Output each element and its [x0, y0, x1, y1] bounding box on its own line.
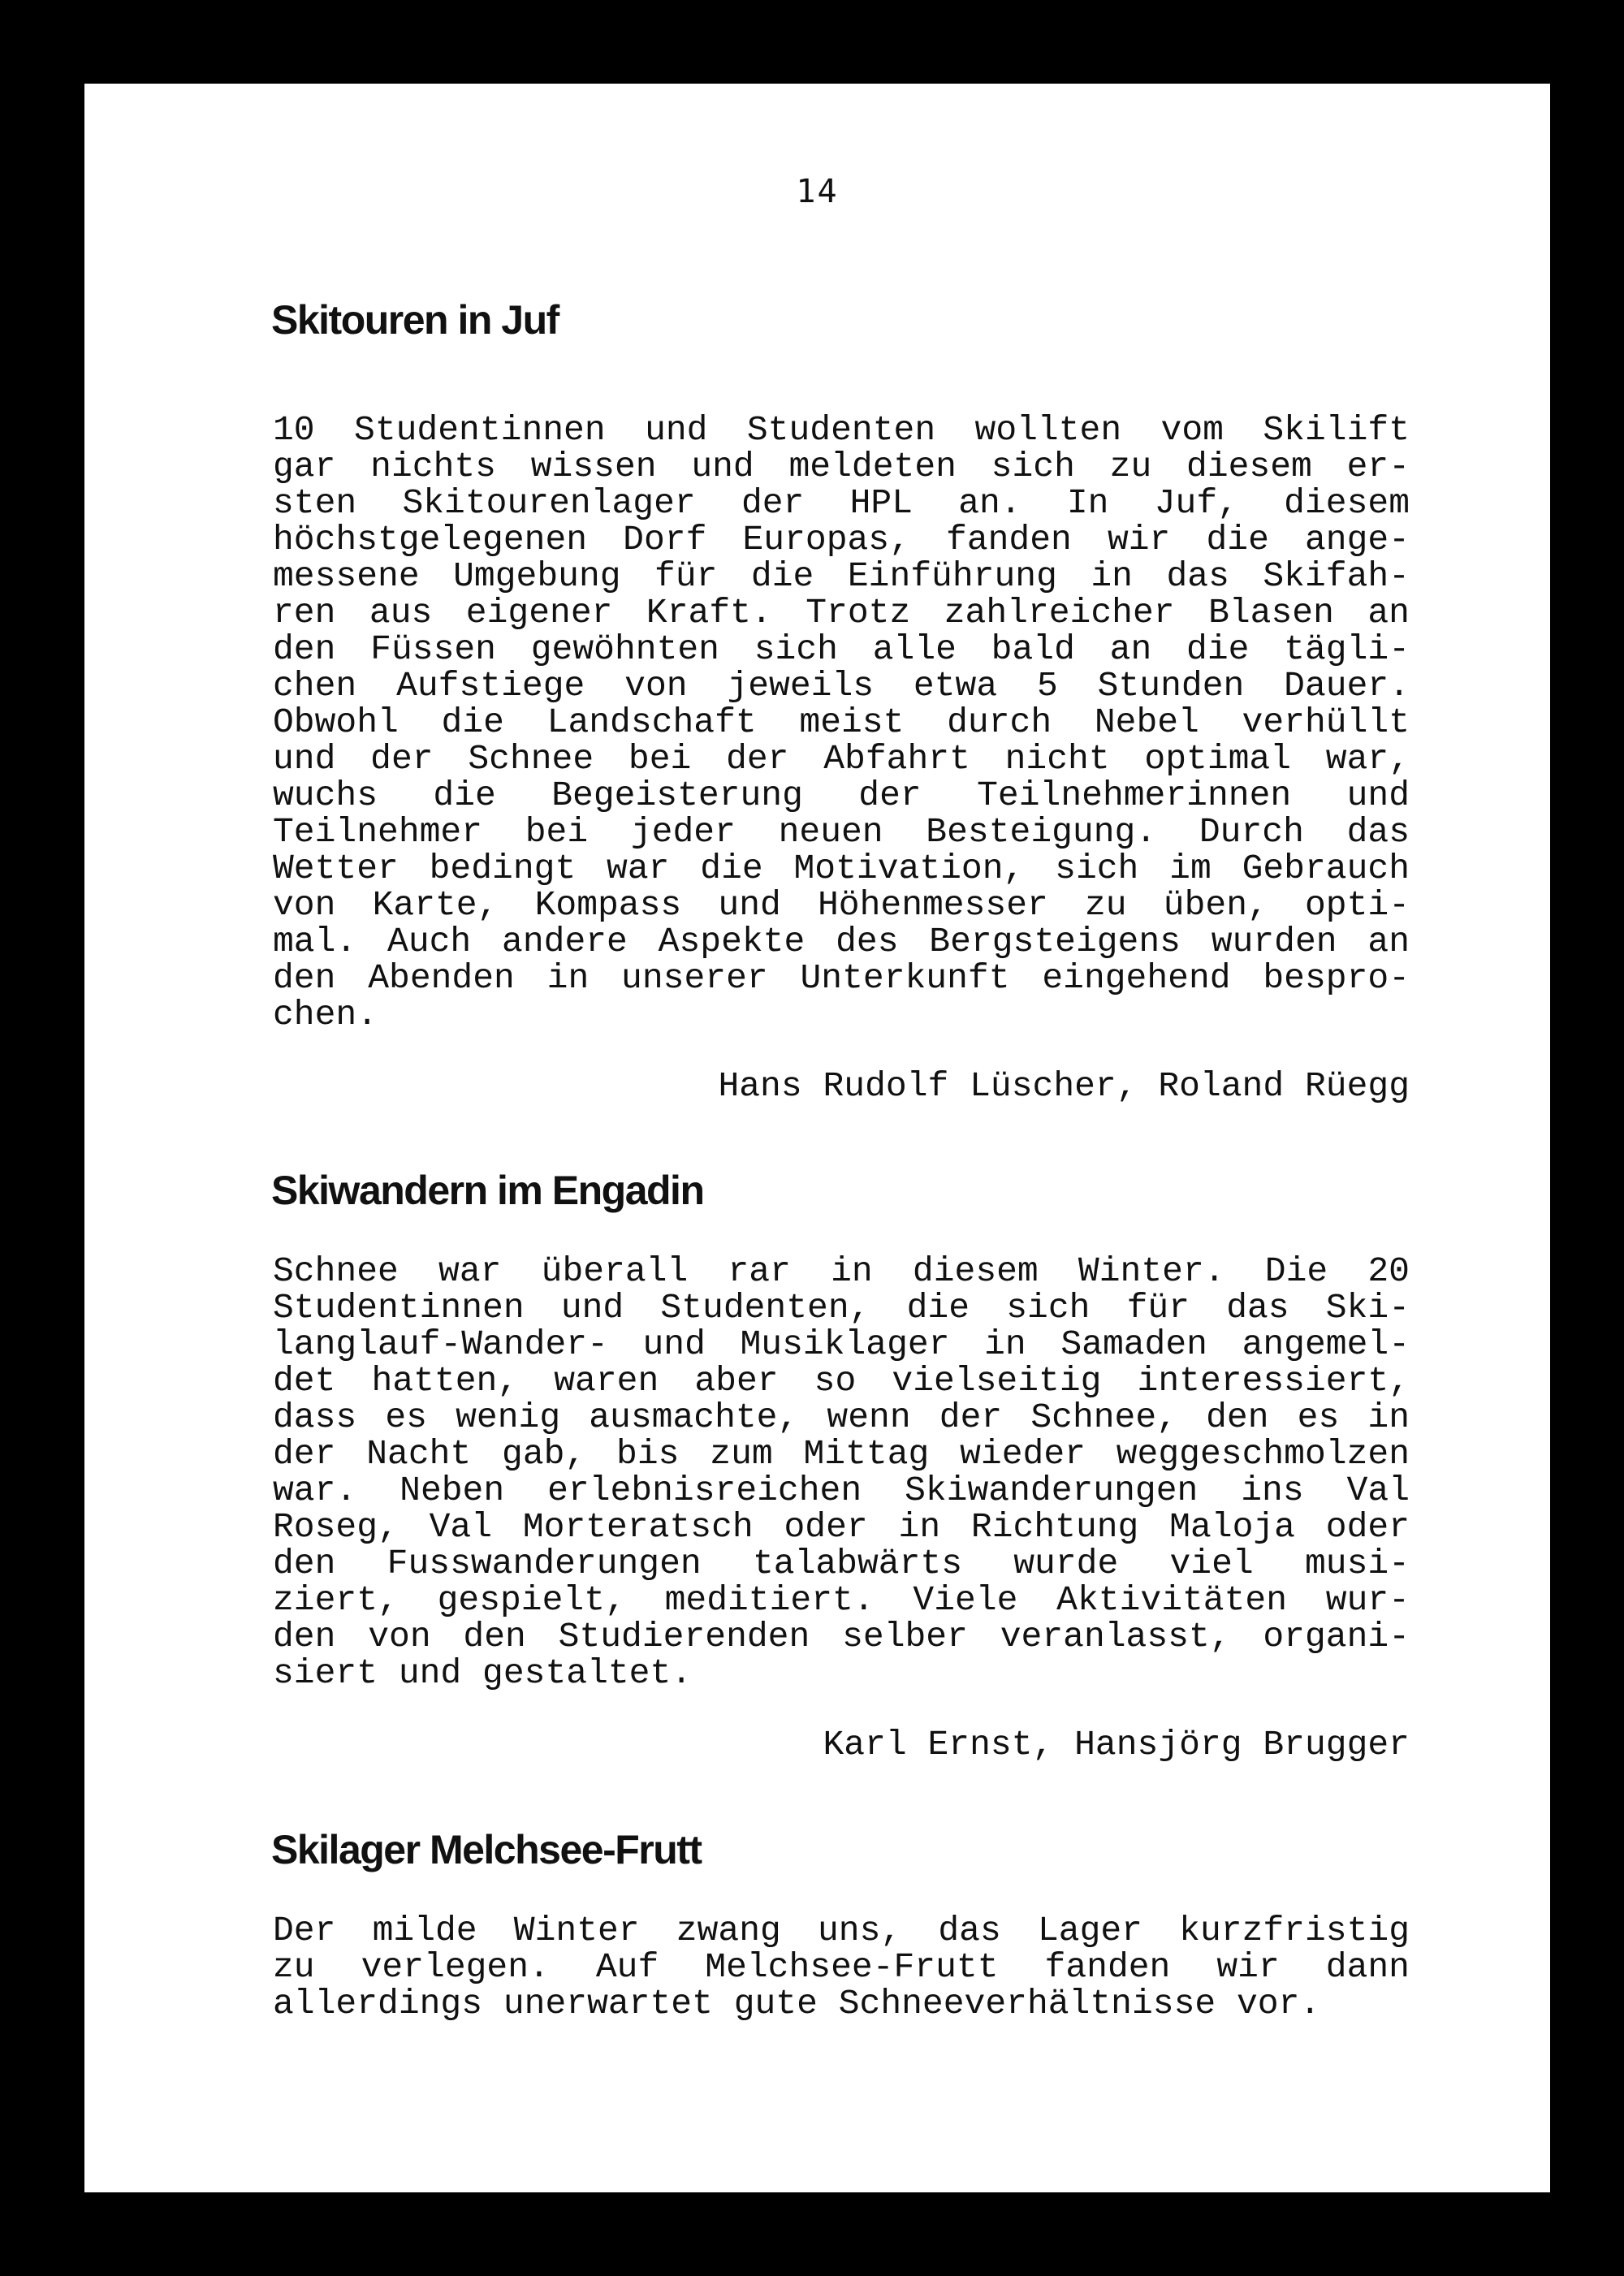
text-line: den von den Studierenden selber veranlasst, organi- — [273, 1617, 1410, 1656]
text-line: mal. Auch andere Aspekte des Bergsteigens wurden an — [273, 922, 1410, 961]
page-number: 14 — [796, 173, 839, 210]
text-line: Roseg, Val Morteratsch oder in Richtung Maloja oder — [273, 1507, 1410, 1547]
heading-skiwandern-im-engadin: Skiwandern im Engadin — [271, 1168, 704, 1213]
text-line: chen. — [273, 995, 378, 1034]
text-line: sten Skitourenlager der HPL an. In Juf, diesem — [273, 483, 1410, 523]
text-line: gar nichts wissen und meldeten sich zu diesem er- — [273, 447, 1410, 486]
text-line: zu verlegen. Auf Melchsee-Frutt fanden wir dann — [273, 1947, 1410, 1987]
text-line: der Nacht gab, bis zum Mittag wieder weggeschmolzen — [273, 1434, 1410, 1474]
paragraph-skiwandern-im-engadin — [273, 1253, 1410, 1691]
text-line: von Karte, Kompass und Höhenmesser zu üben, opti- — [273, 885, 1410, 925]
text-line: höchstgelegenen Dorf Europas, fanden wir die ange- — [273, 520, 1410, 559]
heading-skilager-melchsee-frutt: Skilager Melchsee-Frutt — [271, 1827, 702, 1872]
document-page — [84, 84, 1550, 2192]
text-line: Teilnehmer bei jeder neuen Besteigung. Durch das — [273, 812, 1410, 852]
text-line: langlauf-Wander- und Musiklager in Samaden angemel- — [273, 1324, 1410, 1364]
text-line: ren aus eigener Kraft. Trotz zahlreicher Blasen an — [273, 593, 1410, 633]
text-line: den Abenden in unserer Unterkunft eingehend bespro- — [273, 958, 1410, 998]
text-line: Studentinnen und Studenten, die sich für das Ski- — [273, 1288, 1410, 1328]
author-line: Karl Ernst, Hansjörg Brugger — [823, 1725, 1410, 1764]
text-line: 10 Studentinnen und Studenten wollten vom Skilift — [273, 410, 1410, 450]
text-line: ziert, gespielt, meditiert. Viele Aktivitäten wur- — [273, 1580, 1410, 1620]
text-line: allerdings unerwartet gute Schneeverhältnisse vor. — [273, 1984, 1321, 2023]
text-line: messene Umgebung für die Einführung in das Skifah- — [273, 556, 1410, 596]
text-line: war. Neben erlebnisreichen Skiwanderungen ins Val — [273, 1471, 1410, 1510]
text-line: den Fusswanderungen talabwärts wurde viel musi- — [273, 1544, 1410, 1583]
text-line: wuchs die Begeisterung der Teilnehmerinnen und — [273, 775, 1410, 815]
text-line: chen Aufstiege von jeweils etwa 5 Stunden Dauer. — [273, 666, 1410, 706]
text-line: det hatten, waren aber so vielseitig interessiert, — [273, 1361, 1410, 1401]
text-line: siert und gestaltet. — [273, 1653, 693, 1693]
text-line: Der milde Winter zwang uns, das Lager kurzfristig — [273, 1911, 1410, 1950]
text-line: und der Schnee bei der Abfahrt nicht optimal war, — [273, 739, 1410, 779]
text-line: Obwohl die Landschaft meist durch Nebel verhüllt — [273, 702, 1410, 742]
heading-skitouren-in-juf: Skitouren in Juf — [271, 297, 559, 343]
text-line: Wetter bedingt war die Motivation, sich im Gebrauch — [273, 849, 1410, 888]
author-line: Hans Rudolf Lüscher, Roland Rüegg — [718, 1066, 1410, 1106]
paragraph-skitouren-in-juf — [273, 412, 1410, 1033]
paragraph-skilager-melchsee-frutt — [273, 1912, 1410, 2022]
text-line: Schnee war überall rar in diesem Winter. Die 20 — [273, 1251, 1410, 1291]
text-line: den Füssen gewöhnten sich alle bald an die tägli- — [273, 629, 1410, 669]
text-line: dass es wenig ausmachte, wenn der Schnee, den es in — [273, 1397, 1410, 1437]
